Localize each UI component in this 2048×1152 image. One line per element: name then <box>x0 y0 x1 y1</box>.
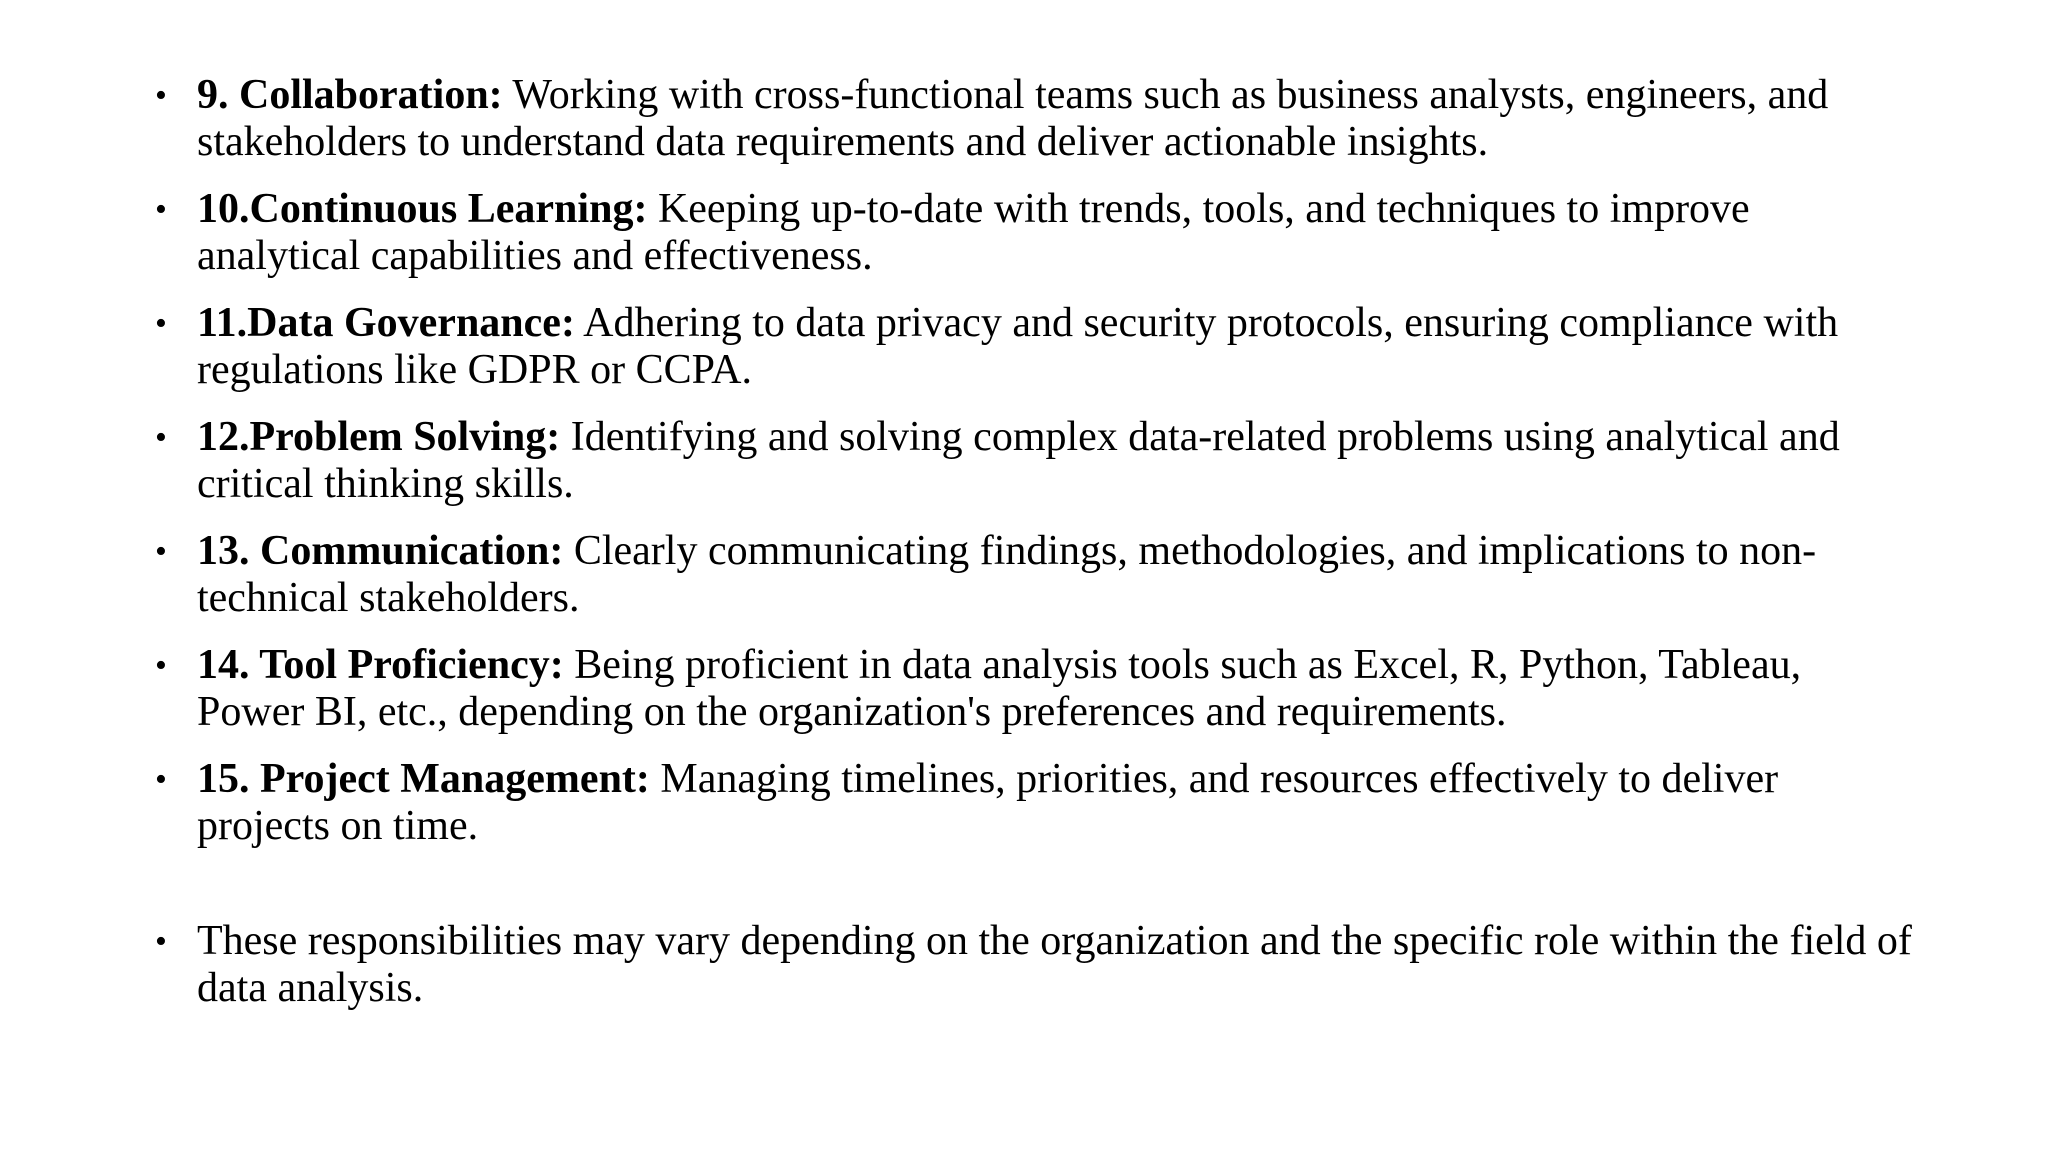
item-title: 12.Problem Solving: <box>197 414 561 460</box>
bullet-icon: • <box>155 191 167 228</box>
bullet-icon: • <box>155 647 167 684</box>
bullet-icon: • <box>155 419 167 456</box>
bullet-icon: • <box>155 761 167 798</box>
item-title: 14. Tool Proficiency: <box>197 642 564 688</box>
bullet-icon: • <box>155 77 167 114</box>
item-text: Working with cross-functional teams such as business analysts, engineers, and stakeholders to understand data requirements and deliver actionable insights. <box>197 72 1829 165</box>
responsibilities-list <box>155 72 1915 1032</box>
item-text: Identifying and solving complex data-related problems using analytical and critical thinking skills. <box>197 414 1840 507</box>
bullet-icon: • <box>155 533 167 570</box>
item-text: Adhering to data privacy and security protocols, ensuring compliance with regulations like GDPR or CCPA. <box>197 300 1839 393</box>
item-title: 9. Collaboration: <box>197 72 503 118</box>
item-title: 11.Data Governance: <box>197 300 575 346</box>
closing-note-text: These responsibilities may vary depending on the organization and the specific role within the field of data analysis. <box>197 918 1912 1011</box>
item-text: Keeping up-to-date with trends, tools, and techniques to improve analytical capabilities and effectiveness. <box>197 186 1750 279</box>
list-item-tool-proficiency <box>155 642 1915 736</box>
bullet-icon: • <box>155 305 167 342</box>
list-item-project-management <box>155 756 1915 850</box>
item-title: 10.Continuous Learning: <box>197 186 648 232</box>
list-item-collaboration <box>155 72 1915 166</box>
list-item-data-governance <box>155 300 1915 394</box>
list-item-problem-solving <box>155 414 1915 508</box>
item-title: 13. Communication: <box>197 528 564 574</box>
item-text: Managing timelines, priorities, and resources effectively to deliver projects on time. <box>197 756 1779 849</box>
list-item-communication <box>155 528 1915 622</box>
item-title: 15. Project Management: <box>197 756 650 802</box>
bullet-icon: • <box>155 923 167 960</box>
item-text: Clearly communicating findings, methodologies, and implications to non-technical stakeholders. <box>197 528 1817 621</box>
list-item-continuous-learning <box>155 186 1915 280</box>
list-item-closing-note <box>155 918 1915 1012</box>
item-text: Being proficient in data analysis tools such as Excel, R, Python, Tableau, Power BI, etc., depending on the organization's preferences and requirements. <box>197 642 1802 735</box>
